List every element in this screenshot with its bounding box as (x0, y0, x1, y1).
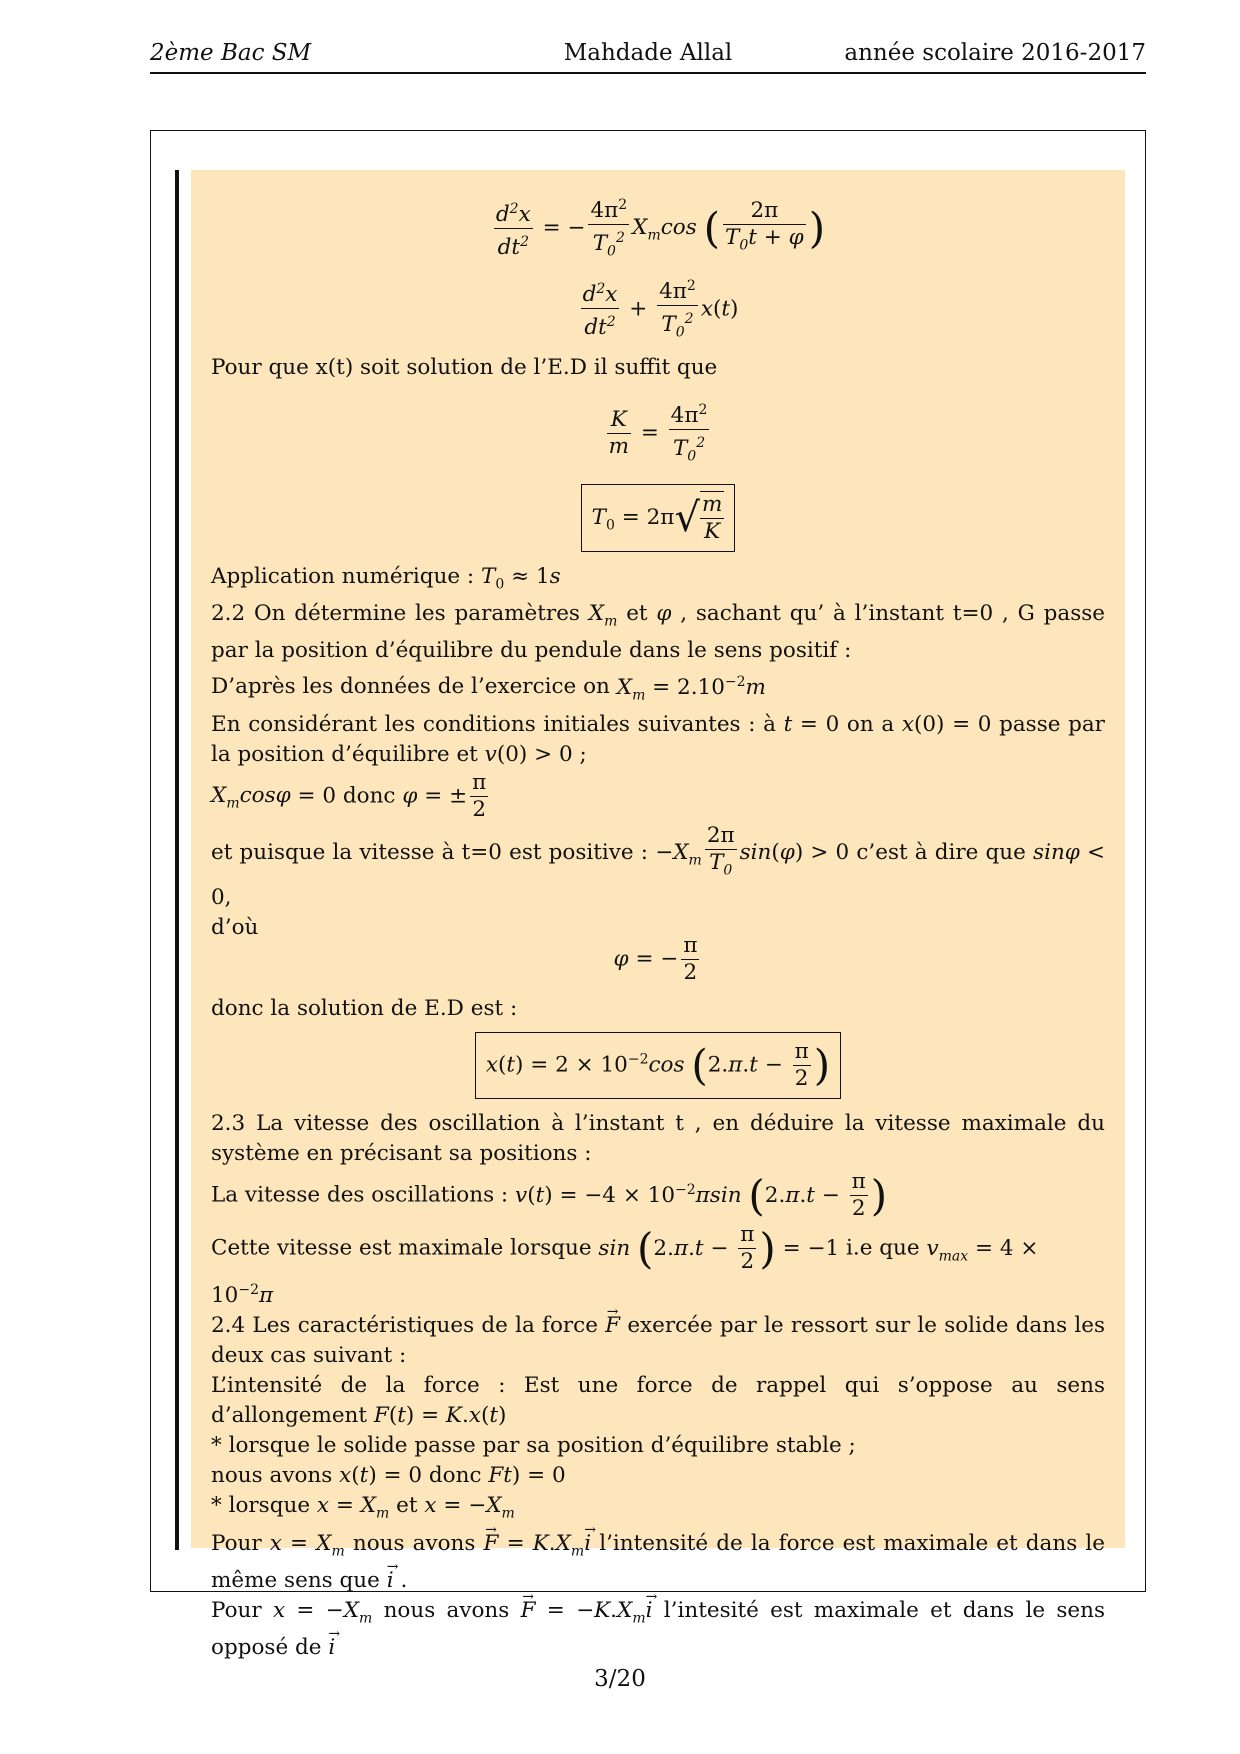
text-case-equilibre: * lorsque le solide passe par sa position d’équilibre stable ; (211, 1433, 856, 1459)
donc-label: donc (342, 783, 396, 809)
case2-part-b: et (396, 1493, 418, 1519)
pour2-part-b: nous avons (383, 1597, 510, 1623)
header-class: 2ème Bac SM (150, 40, 312, 66)
intensite-label: L’intensité de la force : Est une force de rappel qui s’oppose au sens d’allongement (211, 1373, 1105, 1429)
pour1-part-c: l’intensité de la force est maximale et dans le même sens que (211, 1530, 1105, 1593)
text-dou: d’où (211, 915, 259, 941)
vitesse-part-b: c’est à dire que (856, 840, 1026, 866)
equation-cos-phi: $X_m\cos\varphi = 0$ donc φ = ± $\frac{\pi}{2}$ (211, 769, 487, 822)
text-vitesse-oscillations: La vitesse des oscillations : $v(t) = -4 \times 10^{-2}\pi\sin$ (2.π.t − $\frac{\pi}{2}$ ) (211, 1169, 888, 1222)
header-year: année scolaire 2016-2017 (844, 40, 1146, 66)
page-header (150, 36, 1146, 74)
pour1-part-a: Pour (211, 1530, 262, 1556)
text-pour-minus-xm: Pour $x = -X_m$ nous avons → $F = -K.X_m\to i$ l’intesité est maximale et dans le sens opposé de → i (211, 1596, 1105, 1663)
text-app-numerique: Application numérique : $T_0 \approx 1s$ (211, 563, 561, 593)
pour2-part-c: l’intesité est maximale et dans le sens opposé de (211, 1597, 1105, 1661)
p22-part-c: , sachant qu’ à l’instant t=0 , G passe par la position d’équilibre du pendule dans le sens positif : (211, 601, 1105, 664)
text-section-2-3: 2.3 La vitesse des oscillation à l’instant t , en déduire la vitesse maximale du système en précisant sa positions : (211, 1111, 1105, 1167)
text-case-extremes: * lorsque $x = X_m$ et $x = -X_m$ (211, 1493, 515, 1522)
text-pour-xm: Pour $x = X_m$ nous avons → $F = K.X_m\to i$ l’intensité de la force est maximale et dans le même sens que → i . (211, 1529, 1105, 1596)
text-donnees: D’après les données de l’exercice on $X_m = 2.10^{-2}m$ (211, 673, 766, 703)
text-nous-avons: nous avons x(t) = 0 donc Ft) = 0 (211, 1463, 566, 1489)
text-vitesse-max: Cette vitesse est maximale lorsque sin (2.π.t − $\frac{\pi}{2}$ ) = −1 i.e que $v_{max} = 4 \times 10^{-2}\pi$ (211, 1222, 1039, 1309)
left-margin-bar (175, 170, 179, 1550)
pour2-part-a: Pour (211, 1597, 262, 1623)
conditions-part-b: on a (846, 711, 895, 737)
text-solution-label: donc la solution de E.D est : (211, 996, 518, 1022)
equation-phi-value: φ = − $\frac{\pi}{2}$ (613, 933, 698, 986)
donc-label-2: donc (428, 1463, 482, 1489)
conditions-part-c: passe par la position d’équilibre et (211, 711, 1105, 767)
vmax-part-a: Cette vitesse est maximale lorsque (211, 1235, 592, 1261)
vmax-part-b: i.e que (846, 1235, 920, 1261)
text-section-2-4: 2.4 Les caractéristiques de la force → F exercée par le ressort sur le solide dans les deux cas suivant : (211, 1311, 1105, 1371)
equation-k-over-m: $\frac{K}{m}$ = $\frac{4\pi^2}{T_0^2}$ (211, 397, 1105, 470)
pour1-part-b: nous avons (352, 1530, 476, 1556)
equation-second-derivative: $\frac{d^2x}{dt^2}$ = − $\frac{4\pi^2}{T_0^2}$ $X_m\cos$ ( $\frac{2\pi}{T_0t + \varphi}$ ) (211, 192, 1105, 265)
nous-avons-label: nous avons (211, 1463, 333, 1489)
equation-differential: $\frac{d^2x}{dt^2}$ + $\frac{4\pi^2}{T_0^2}$ x(t) (211, 273, 1105, 346)
text-conditions-initiales: En considérant les conditions initiales suivantes : à t = 0 on a x(0) = 0 passe par la position d’équilibre et v(0) > 0 ; (211, 711, 1105, 767)
text-intensite: L’intensité de la force : Est une force de rappel qui s’oppose au sens d’allongement F(t) = K.x(t) (211, 1373, 1105, 1429)
p24-part-a: 2.4 Les caractéristiques de la force (211, 1313, 598, 1339)
equation-period-boxed: $T_0 = 2\pi√$ $\frac{m}{K}$ (211, 484, 1105, 552)
app-num-label: Application numérique : (211, 563, 475, 589)
conditions-part-a: En considérant les conditions initiales suivantes : à (211, 711, 776, 737)
text-vitesse-positive: et puisque la vitesse à t=0 est positive : $-X_m$ $\frac{2\pi}{T_0}$ sin(φ) > 0 c’est à dire que sinφ < 0, (211, 822, 1106, 911)
equation-solution-boxed: $x(t) = 2 \times 10^{-2}\cos$ (2.π.t − $\frac{\pi}{2}$ ) (211, 1032, 1105, 1099)
header-author: Mahdade Allal (563, 40, 733, 66)
donnees-label: D’après les données de l’exercice on (211, 674, 610, 700)
solution-panel (191, 170, 1125, 1661)
p24-part-b: exercée par le ressort sur le solide dans les deux cas suivant : (211, 1313, 1105, 1369)
text-section-2-2: 2.2 On détermine les paramètres $X_m$ et φ , sachant qu’ à l’instant t=0 , G passe par la position d’équilibre du pendule dans le sens positif : (211, 601, 1105, 664)
page-number: 3/20 (594, 1666, 646, 1692)
text-solution-condition: Pour que x(t) soit solution de l’E.D il suffit que (211, 355, 718, 381)
case2-part-a: * lorsque (211, 1493, 311, 1519)
vitesse-osc-label: La vitesse des oscillations : (211, 1182, 509, 1208)
p22-part-b: et (626, 601, 648, 627)
p22-part-a: 2.2 On détermine les paramètres (211, 601, 580, 627)
vitesse-part-a: et puisque la vitesse à t=0 est positive : (211, 840, 649, 866)
